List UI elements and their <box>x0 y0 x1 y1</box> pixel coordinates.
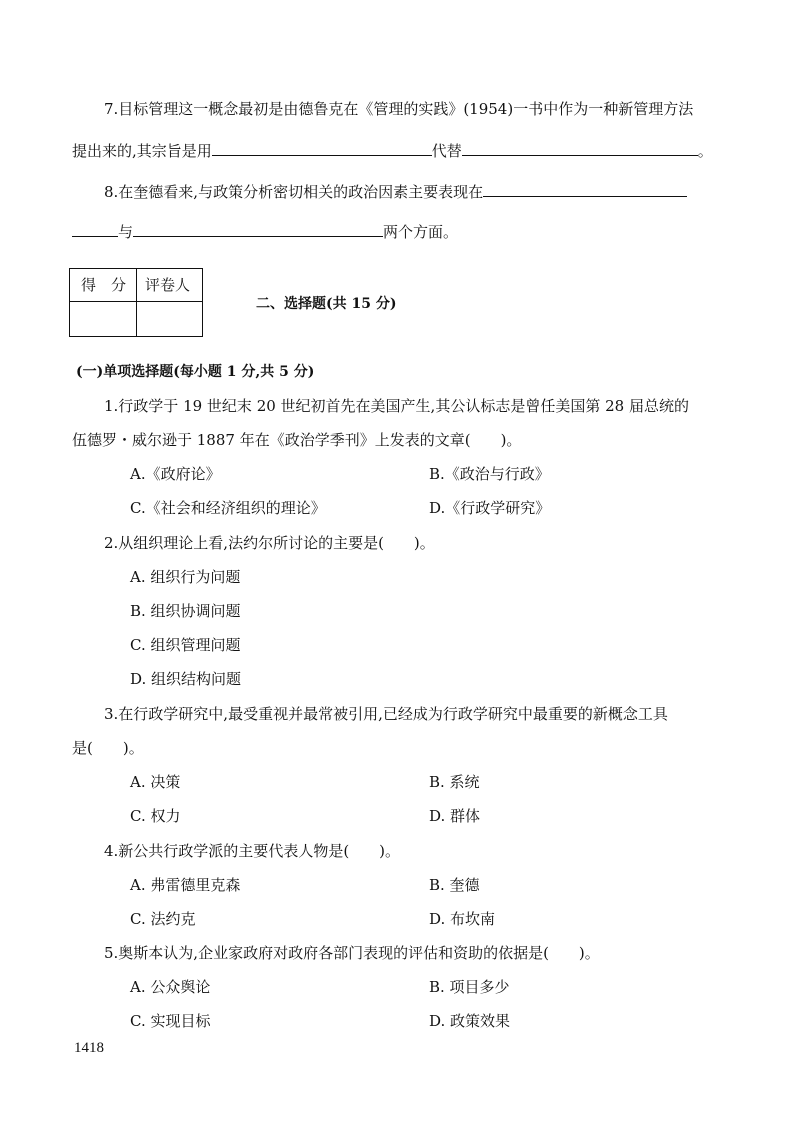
q8-text-b: 两个方面。 <box>383 223 459 241</box>
q7-blank-1[interactable] <box>212 141 432 156</box>
q5-option-d[interactable]: D. 政策效果 <box>429 1012 511 1030</box>
q1-option-d[interactable]: D.《行政学研究》 <box>429 499 551 517</box>
q5-option-a[interactable]: A. 公众舆论 <box>130 978 211 996</box>
q3-stem-line1: 3.在行政学研究中,最受重视并最常被引用,已经成为行政学研究中最重要的新概念工具 <box>104 705 668 723</box>
q8-text: 8.在奎德看来,与政策分析密切相关的政治因素主要表现在 <box>104 183 484 201</box>
q5-stem-line1: 5.奥斯本认为,企业家政府对政府各部门表现的评估和资助的依据是( )。 <box>104 944 600 962</box>
q4-option-d[interactable]: D. 布坎南 <box>429 910 496 928</box>
q3-option-c[interactable]: C. 权力 <box>130 807 181 825</box>
q8-blank-3[interactable] <box>133 222 383 237</box>
section-subtitle: (一)单项选择题(每小题 1 分,共 5 分) <box>76 364 315 380</box>
q2-stem-line1: 2.从组织理论上看,法约尔所讨论的主要是( )。 <box>104 534 435 552</box>
q1-stem-line2: 伍德罗・威尔逊于 1887 年在《政治学季刊》上发表的文章( )。 <box>72 431 522 449</box>
q8-line1 <box>104 182 687 202</box>
q8-blank-1[interactable] <box>483 182 687 197</box>
q3-option-d[interactable]: D. 群体 <box>429 807 481 825</box>
q2-option-c[interactable]: C. 组织管理问题 <box>130 636 241 654</box>
score-table-divider-vertical <box>136 269 137 336</box>
q8-text-a: 与 <box>118 223 134 241</box>
page-number: 1418 <box>74 1040 104 1056</box>
q1-option-b[interactable]: B.《政治与行政》 <box>429 465 550 483</box>
q2-option-d[interactable]: D. 组织结构问题 <box>130 670 242 688</box>
score-table <box>69 268 203 337</box>
q8-line2 <box>72 222 458 242</box>
q3-stem-line2: 是( )。 <box>72 739 144 757</box>
q7-text-a: 提出来的,其宗旨是用 <box>72 142 212 160</box>
q1-option-c[interactable]: C.《社会和经济组织的理论》 <box>130 499 326 517</box>
q5-option-b[interactable]: B. 项目多少 <box>429 978 510 996</box>
grader-label: 评卷人 <box>145 276 191 294</box>
q3-option-a[interactable]: A. 决策 <box>130 773 181 791</box>
q7-text-b: 代替 <box>431 142 462 160</box>
q7-text-c: 。 <box>697 142 713 160</box>
q4-option-a[interactable]: A. 弗雷德里克森 <box>130 876 241 894</box>
q1-stem-line1: 1.行政学于 19 世纪末 20 世纪初首先在美国产生,其公认标志是曾任美国第 28 届总统的 <box>104 397 689 415</box>
score-label: 得 分 <box>81 276 127 294</box>
q4-option-c[interactable]: C. 法约克 <box>130 910 196 928</box>
q7-line2 <box>72 141 713 161</box>
score-table-divider-horizontal <box>70 301 202 302</box>
q1-option-a[interactable]: A.《政府论》 <box>130 465 221 483</box>
q8-blank-2[interactable] <box>72 222 118 237</box>
q4-option-b[interactable]: B. 奎德 <box>429 876 480 894</box>
q7-blank-2[interactable] <box>462 141 698 156</box>
q3-option-b[interactable]: B. 系统 <box>429 773 480 791</box>
q2-option-a[interactable]: A. 组织行为问题 <box>130 568 241 586</box>
q7-line1: 7.目标管理这一概念最初是由德鲁克在《管理的实践》(1954)一书中作为一种新管理方法 <box>104 100 694 118</box>
section-title: 二、选择题(共 15 分) <box>256 296 397 312</box>
q4-stem-line1: 4.新公共行政学派的主要代表人物是( )。 <box>104 842 401 860</box>
q2-option-b[interactable]: B. 组织协调问题 <box>130 602 241 620</box>
q5-option-c[interactable]: C. 实现目标 <box>130 1012 211 1030</box>
